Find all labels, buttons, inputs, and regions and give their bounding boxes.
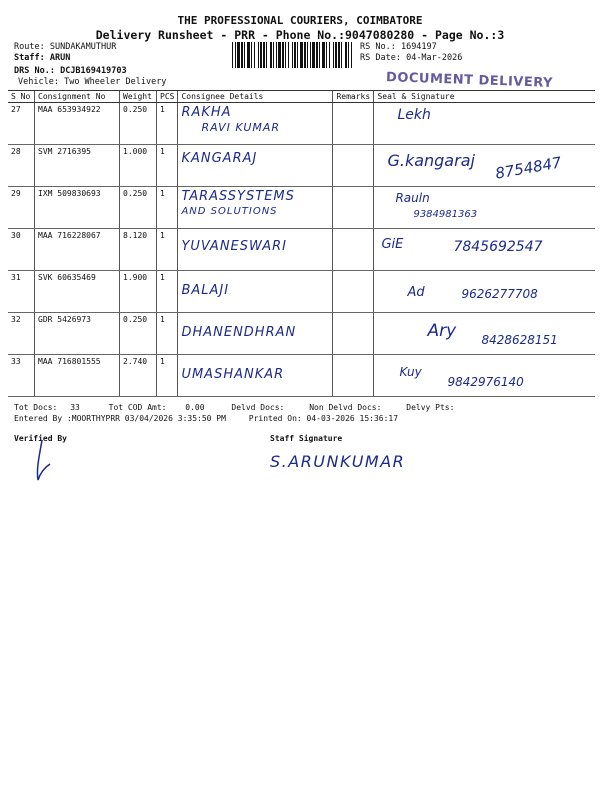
- cell-consignment: MAA 716801555: [35, 355, 120, 397]
- table-row: [8, 271, 595, 313]
- cell-consignee: [178, 103, 333, 145]
- col-weight: Weight: [120, 91, 157, 103]
- cell-sno: 31: [8, 271, 35, 313]
- cell-weight: 2.740: [120, 355, 157, 397]
- document-delivery-stamp: DOCUMENT DELIVERY: [385, 70, 554, 91]
- signature-mark: Rauln: [395, 191, 430, 205]
- table-row: [8, 145, 595, 187]
- signature-mark: Kuy: [399, 365, 422, 379]
- totals-line: Tot Docs: 33 Tot COD Amt: 0.00 Delvd Docs: Non Delvd Docs: Delvy Pts:: [14, 403, 455, 412]
- cell-weight: 8.120: [120, 229, 157, 271]
- col-consignee: Consignee Details: [178, 91, 333, 103]
- consignee-handwriting-2: AND SOLUTIONS: [181, 206, 278, 217]
- col-pcs: PCS: [157, 91, 178, 103]
- cell-pcs: 1: [157, 103, 178, 145]
- cell-remarks: [333, 145, 374, 187]
- drs-line: DRS No.: DCJB169419703: [14, 66, 127, 76]
- rs-no-value: 1694197: [400, 42, 437, 52]
- cell-signature: [374, 103, 595, 145]
- verified-by-label: Verified By: [14, 434, 67, 443]
- cell-signature: [374, 187, 595, 229]
- cell-weight: 1.900: [120, 271, 157, 313]
- cell-consignment: IXM 509830693: [35, 187, 120, 229]
- tot-cod-value: 0.00: [185, 403, 205, 412]
- cell-signature: [374, 145, 595, 187]
- staff-signature-label: Staff Signature: [270, 434, 343, 443]
- table-header-row: [8, 91, 595, 103]
- company-title: THE PROFESSIONAL COURIERS, COIMBATORE: [177, 14, 423, 27]
- phone-handwriting: 9626277708: [461, 287, 538, 301]
- vehicle-line: Vehicle: Two Wheeler Delivery: [18, 77, 167, 87]
- signature-mark: G.kangaraj: [387, 151, 475, 170]
- consignee-handwriting: BALAJI: [181, 283, 230, 298]
- cell-remarks: [333, 271, 374, 313]
- drs-value: DCJB169419703: [60, 66, 127, 76]
- consignee-handwriting-2: RAVI KUMAR: [201, 121, 281, 134]
- delivery-table: [8, 90, 595, 397]
- runsheet-title: Delivery Runsheet - PRR - Phone No.:9047080280 - Page No.:3: [95, 28, 505, 42]
- verifier-signature-mark: [28, 438, 58, 483]
- consignee-handwriting: UMASHANKAR: [181, 367, 285, 382]
- phone-handwriting: 9384981363: [413, 209, 478, 220]
- cell-weight: 0.250: [120, 313, 157, 355]
- cell-weight: 0.250: [120, 187, 157, 229]
- cell-sno: 30: [8, 229, 35, 271]
- cell-remarks: [333, 355, 374, 397]
- cell-weight: 0.250: [120, 103, 157, 145]
- consignee-handwriting: DHANENDHRAN: [181, 325, 297, 340]
- cell-signature: [374, 271, 595, 313]
- col-signature: Seal & Signature: [374, 91, 595, 103]
- route-value: SUNDAKAMUTHUR: [49, 42, 117, 52]
- cell-consignment: SVM 2716395: [35, 145, 120, 187]
- staff-value: ARUN: [49, 53, 71, 63]
- cell-sno: 33: [8, 355, 35, 397]
- cell-sno: 32: [8, 313, 35, 355]
- cell-consignee: [178, 271, 333, 313]
- cell-sno: 28: [8, 145, 35, 187]
- cell-remarks: [333, 187, 374, 229]
- table-row: [8, 313, 595, 355]
- cell-consignee: [178, 229, 333, 271]
- col-sno: S No: [8, 91, 35, 103]
- phone-handwriting: 8754847: [494, 153, 564, 183]
- barcode: [232, 42, 352, 68]
- cell-consignee: [178, 187, 333, 229]
- cell-consignment: MAA 716228067: [35, 229, 120, 271]
- table-row: [8, 187, 595, 229]
- consignee-handwriting: TARASSYSTEMS: [181, 189, 295, 204]
- cell-consignment: MAA 653934922: [35, 103, 120, 145]
- cell-sno: 29: [8, 187, 35, 229]
- cell-signature: [374, 313, 595, 355]
- table-row: [8, 355, 595, 397]
- signature-mark: Lekh: [397, 107, 431, 123]
- entered-printed-line: [14, 414, 398, 423]
- cell-pcs: 1: [157, 271, 178, 313]
- entered-by: Entered By :MOORTHYPRR 03/04/2026 3:35:50 PM: [14, 414, 226, 423]
- table-row: [8, 229, 595, 271]
- staff-signature-handwriting: S.ARUNKUMAR: [270, 452, 406, 471]
- phone-handwriting: 9842976140: [447, 375, 524, 389]
- signature-mark: Ad: [407, 285, 425, 300]
- cell-signature: [374, 355, 595, 397]
- rs-date-line: RS Date: 04-Mar-2026: [360, 53, 463, 63]
- cell-signature: [374, 229, 595, 271]
- cell-consignee: [178, 355, 333, 397]
- printed-on: Printed On: 04-03-2026 15:36:17: [248, 414, 399, 423]
- cell-pcs: 1: [157, 355, 178, 397]
- cell-consignment: GDR 5426973: [35, 313, 120, 355]
- signature-mark: GiE: [381, 237, 404, 252]
- col-consignment: Consignment No: [35, 91, 120, 103]
- cell-consignee: [178, 145, 333, 187]
- col-remarks: Remarks: [333, 91, 374, 103]
- table-row: [8, 103, 595, 145]
- route-line: Route: SUNDAKAMUTHUR: [14, 42, 117, 52]
- cell-remarks: [333, 229, 374, 271]
- cell-pcs: 1: [157, 187, 178, 229]
- cell-consignee: [178, 313, 333, 355]
- cell-pcs: 1: [157, 313, 178, 355]
- vehicle-value: Two Wheeler Delivery: [64, 77, 167, 87]
- cell-consignment: SVK 60635469: [35, 271, 120, 313]
- cell-pcs: 1: [157, 229, 178, 271]
- cell-remarks: [333, 103, 374, 145]
- phone-handwriting: 8428628151: [481, 333, 558, 347]
- cell-sno: 27: [8, 103, 35, 145]
- cell-weight: 1.000: [120, 145, 157, 187]
- tot-docs-value: 33: [70, 403, 80, 412]
- signature-mark: Ary: [427, 321, 457, 341]
- rs-no-line: RS No.: 1694197: [360, 42, 437, 52]
- consignee-handwriting: RAKHA: [181, 105, 232, 120]
- consignee-handwriting: KANGARAJ: [181, 151, 258, 166]
- phone-handwriting: 7845692547: [453, 239, 543, 255]
- rs-date-value: 04-Mar-2026: [406, 53, 463, 63]
- staff-line: Staff: ARUN: [14, 53, 71, 63]
- consignee-handwriting: YUVANESWARI: [181, 239, 287, 254]
- cell-remarks: [333, 313, 374, 355]
- cell-pcs: 1: [157, 145, 178, 187]
